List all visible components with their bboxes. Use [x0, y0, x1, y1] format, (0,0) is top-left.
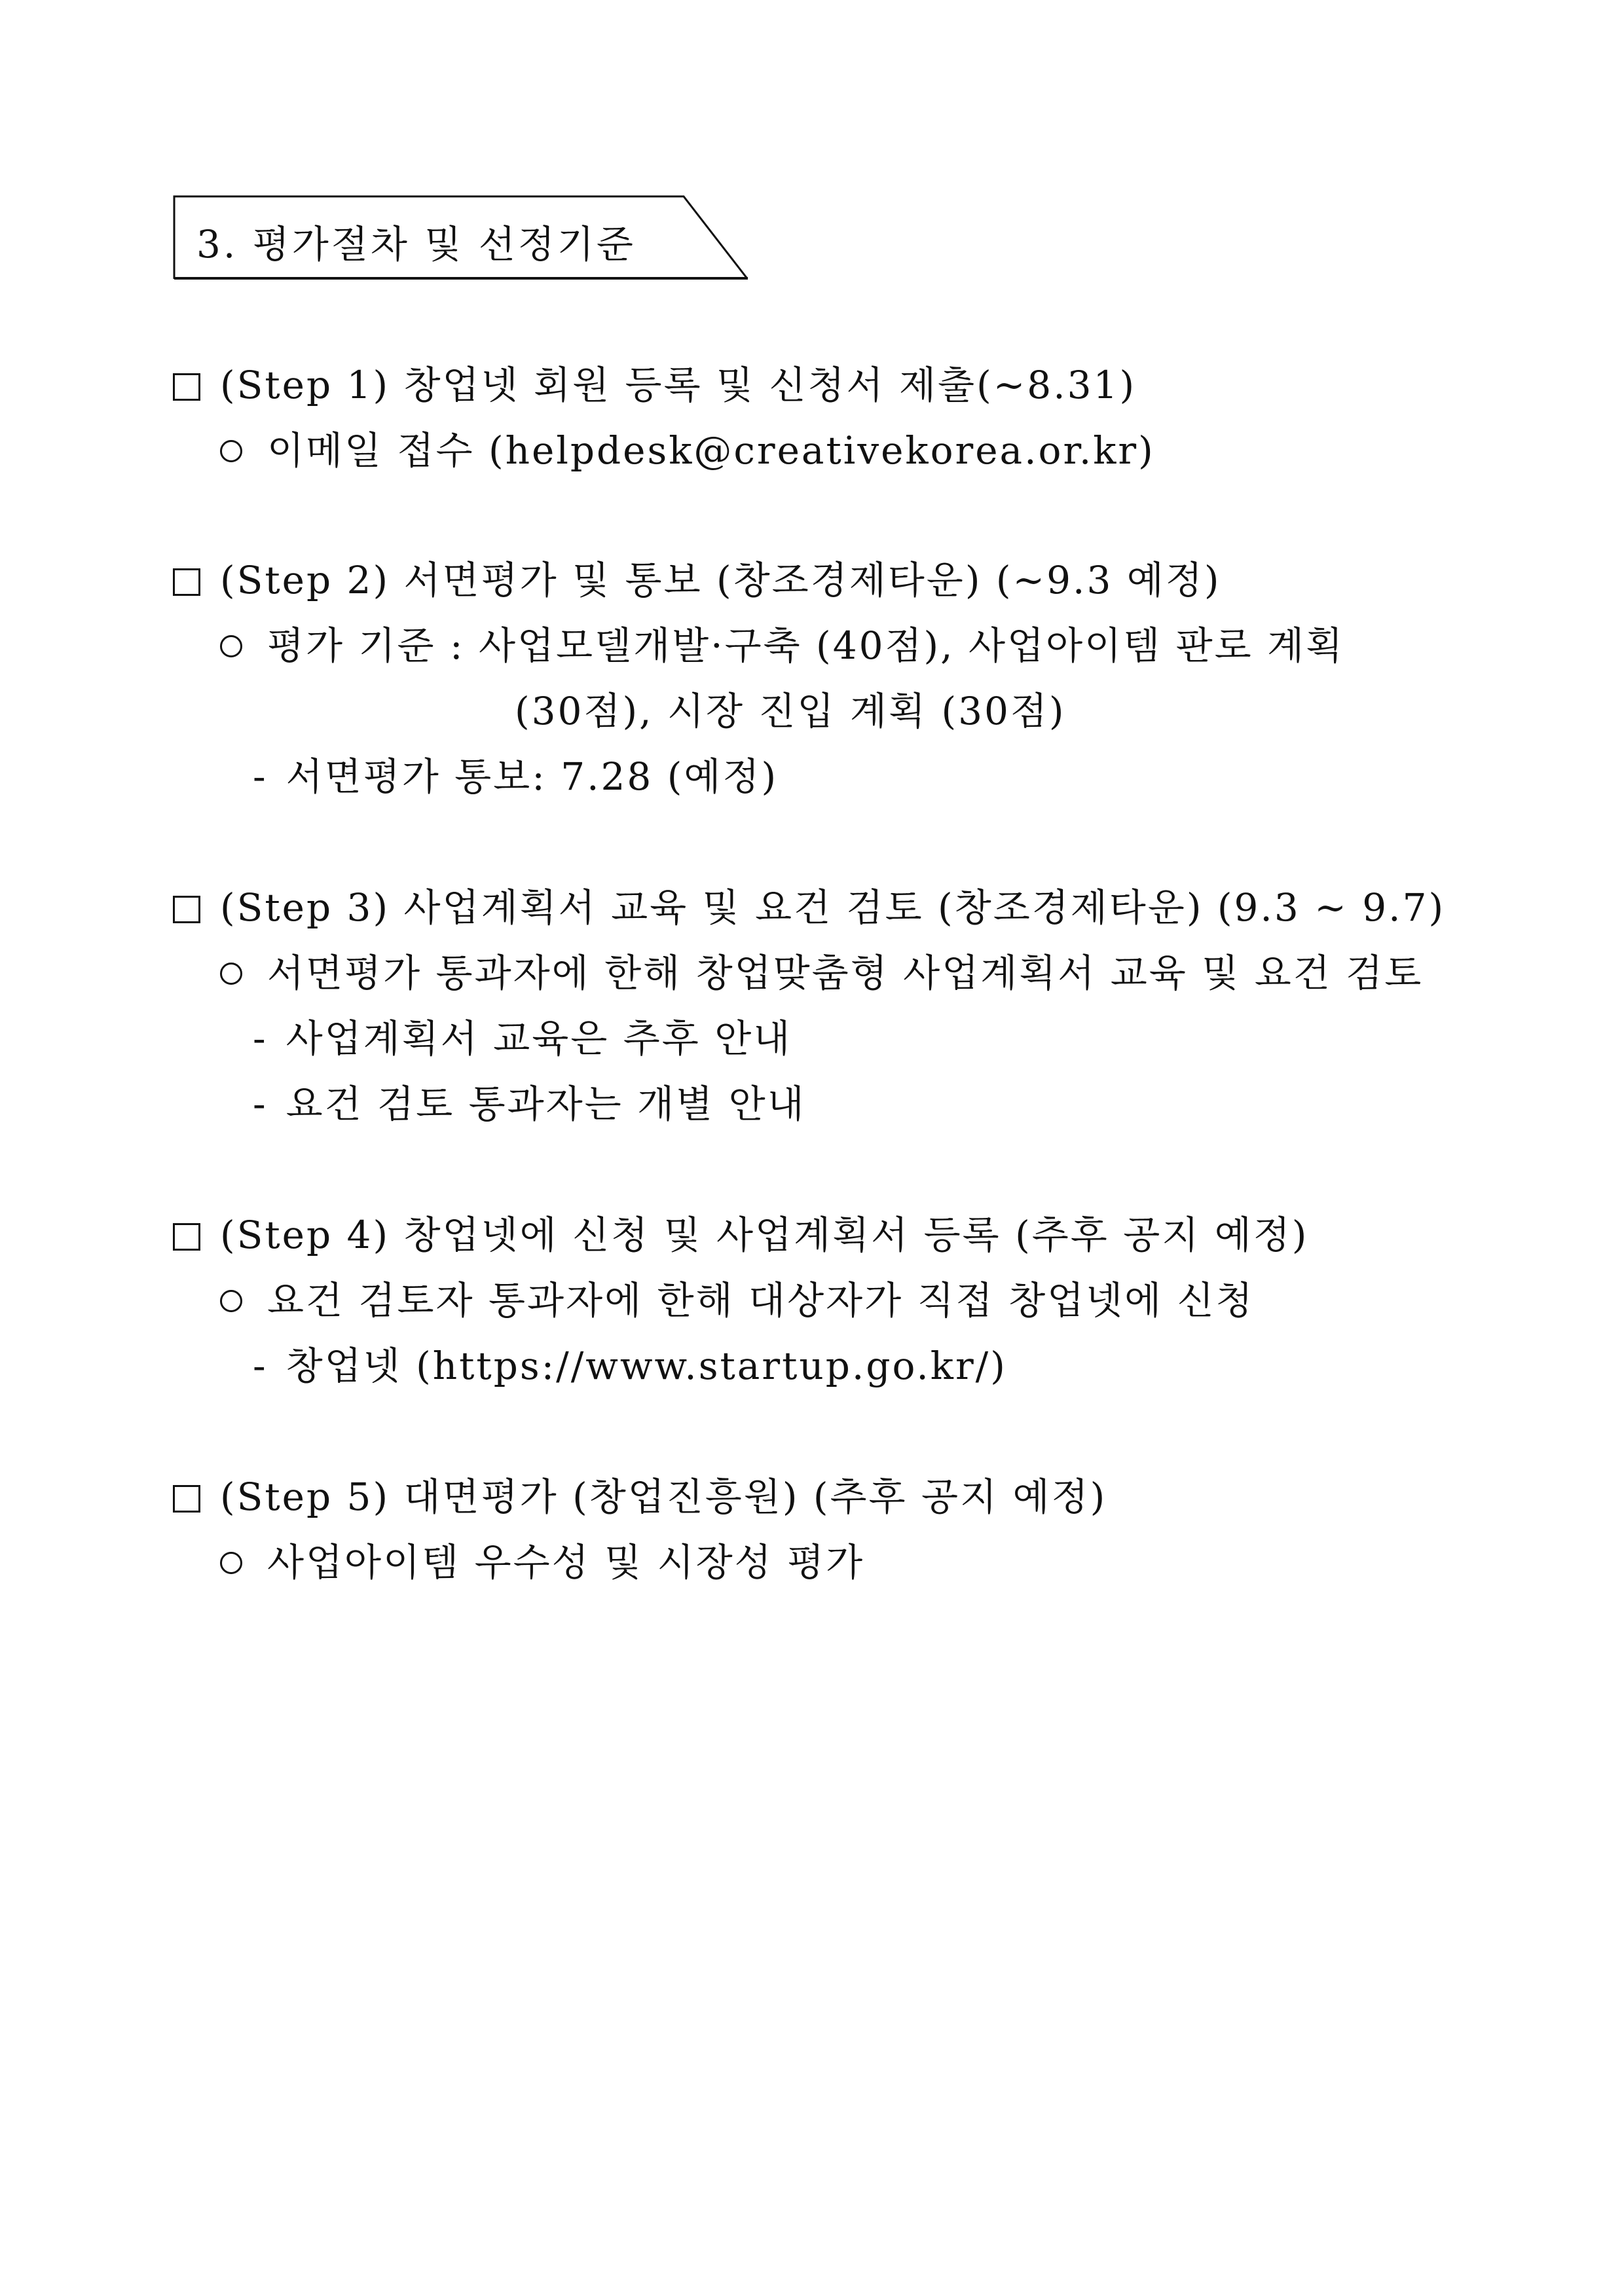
dash-bullet-icon: -	[253, 1344, 268, 1388]
step-2-item-1-row	[220, 619, 1344, 672]
step-2-item-2: 서면평가 통보: 7.28 (예정)	[286, 754, 779, 799]
step-2-heading-row	[173, 554, 1221, 606]
circle-bullet-icon	[220, 1290, 242, 1312]
step-5-item-1-row	[220, 1536, 864, 1588]
step-1-item-1: 이메일 접수 (helpdesk@creativekorea.or.kr)	[267, 428, 1155, 473]
checkbox-square-icon	[173, 373, 200, 401]
checkbox-square-icon	[173, 1223, 200, 1251]
step-5-heading-row	[173, 1471, 1107, 1523]
step-2-item-2-row	[253, 750, 778, 803]
step-2-item-1-continuation: (30점), 시장 진입 계획 (30점)	[515, 689, 1066, 733]
step-3-heading: (Step 3) 사업계획서 교육 및 요건 검토 (창조경제타운) (9.3 ~ 9.7)	[220, 885, 1446, 930]
step-4-item-2-row	[253, 1340, 1007, 1392]
step-5-heading: (Step 5) 대면평가 (창업진흥원) (추후 공지 예정)	[220, 1475, 1107, 1519]
step-3-item-1-row	[220, 947, 1423, 999]
dash-bullet-icon: -	[253, 1082, 268, 1126]
step-4-item-1-row	[220, 1274, 1255, 1327]
circle-bullet-icon	[220, 963, 242, 985]
step-3-item-1: 서면평가 통과자에 한해 창업맞춤형 사업계획서 교육 및 요건 검토	[267, 951, 1424, 995]
checkbox-square-icon	[173, 568, 200, 596]
step-1-item-1-row	[220, 424, 1155, 477]
dash-bullet-icon: -	[253, 1016, 268, 1061]
step-3-item-3-row	[253, 1078, 806, 1130]
step-1-heading: (Step 1) 창업넷 회원 등록 및 신청서 제출(~8.31)	[220, 363, 1137, 407]
step-3-item-3: 요건 검토 통과자는 개별 안내	[286, 1082, 806, 1126]
section-title: 3. 평가절차 및 선정기준	[196, 222, 636, 266]
step-2-item-1: 평가 기준 : 사업모델개발·구축 (40점), 사업아이템 판로 계획	[267, 623, 1345, 668]
dash-bullet-icon: -	[253, 754, 268, 799]
step-3-item-2-row	[253, 1012, 792, 1065]
checkbox-square-icon	[173, 896, 200, 923]
step-2-heading: (Step 2) 서면평가 및 통보 (창조경제타운) (~9.3 예정)	[220, 558, 1221, 602]
step-4-heading-row	[173, 1209, 1308, 1261]
circle-bullet-icon	[220, 440, 242, 462]
step-1-heading-row	[173, 359, 1136, 411]
step-2-item-1-continuation-row	[515, 685, 1066, 737]
step-4-item-1: 요건 검토자 통과자에 한해 대상자가 직접 창업넷에 신청	[267, 1278, 1255, 1323]
checkbox-square-icon	[173, 1485, 200, 1513]
section-title-box	[173, 195, 749, 280]
step-3-item-2: 사업계획서 교육은 추후 안내	[286, 1016, 792, 1061]
circle-bullet-icon	[220, 1552, 242, 1574]
step-4-item-2: 창업넷 (https://www.startup.go.kr/)	[286, 1344, 1007, 1388]
step-5-item-1: 사업아이템 우수성 및 시장성 평가	[267, 1540, 865, 1585]
circle-bullet-icon	[220, 635, 242, 657]
step-4-heading: (Step 4) 창업넷에 신청 및 사업계획서 등록 (추후 공지 예정)	[220, 1213, 1309, 1257]
step-3-heading-row	[173, 881, 1445, 934]
